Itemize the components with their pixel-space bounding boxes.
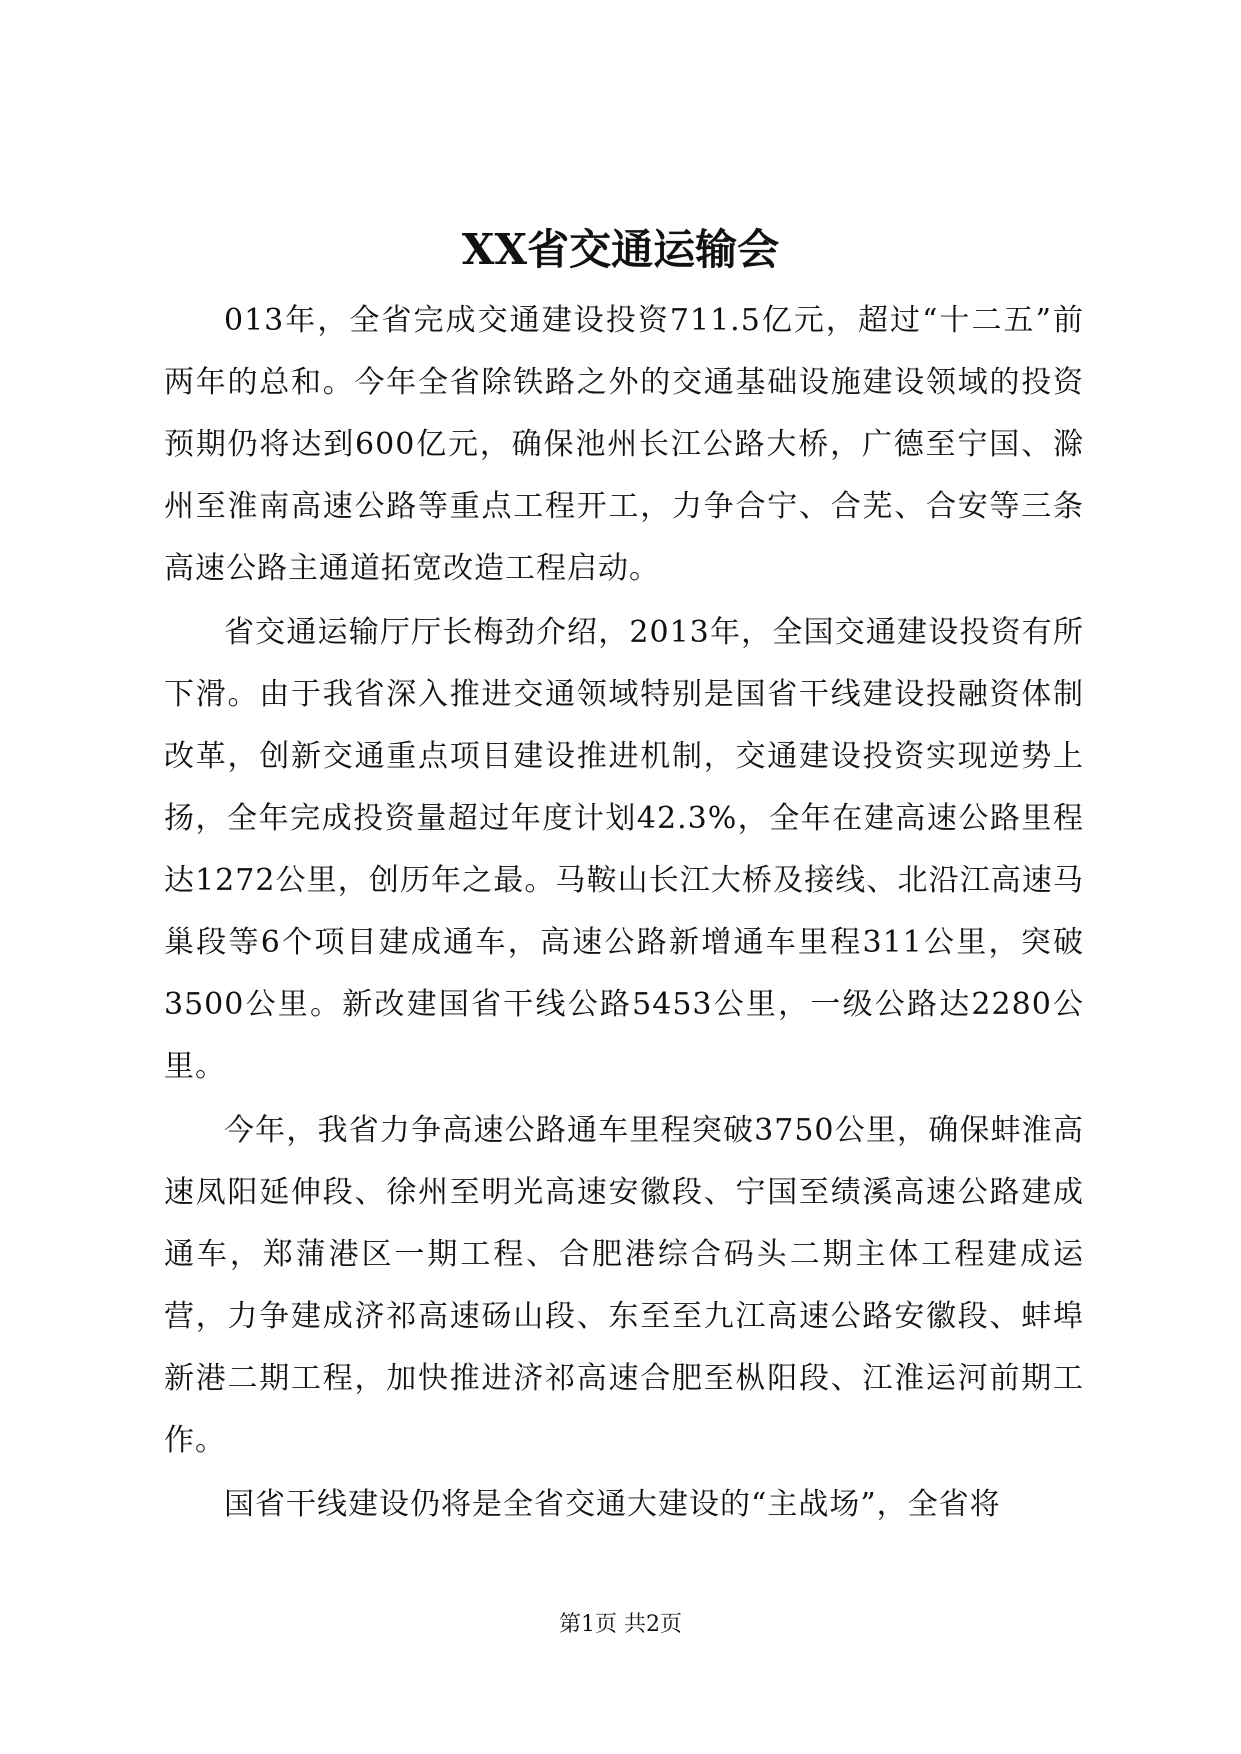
document-title: XX省交通运输会 [461, 225, 780, 274]
page-footer: 第1页 共2页 [559, 1612, 682, 1637]
document-body [164, 290, 1084, 1536]
paragraph-2: 省交通运输厅厅长梅劲介绍，2013年，全国交通建设投资有所下滑。由于我省深入推进交通领域特别是国省干线建设投融资体制改革，创新交通重点项目建设推进机制，交通建设投资实现逆势上扬，全年完成投资量超过年度计划42.3%，全年在建高速公路里程达1272公里，创历年之最。马鞍山长江大桥及接线、北沿江高速马巢段等6个项目建成通车，高速公路新增通车里程311公里，突破3500公里。新改建国省干线公路5453公里，一级公路达2280公里。 [164, 615, 1084, 1084]
paragraph-3: 今年，我省力争高速公路通车里程突破3750公里，确保蚌淮高速凤阳延伸段、徐州至明光高速安徽段、宁国至绩溪高速公路建成通车，郑蒲港区一期工程、合肥港综合码头二期主体工程建成运营，力争建成济祁高速砀山段、东至至九江高速公路安徽段、蚌埠新港二期工程，加快推进济祁高速合肥至枞阳段、江淮运河前期工作。 [164, 1113, 1084, 1458]
paragraph-4: 国省干线建设仍将是全省交通大建设的“主战场”，全省将 [224, 1487, 1001, 1522]
paragraph-1: 013年，全省完成交通建设投资711.5亿元，超过“十二五”前两年的总和。今年全省除铁路之外的交通基础设施建设领域的投资预期仍将达到600亿元，确保池州长江公路大桥，广德至宁国、滁州至淮南高速公路等重点工程开工，力争合宁、合芜、合安等三条高速公路主通道拓宽改造工程启动。 [164, 303, 1084, 586]
